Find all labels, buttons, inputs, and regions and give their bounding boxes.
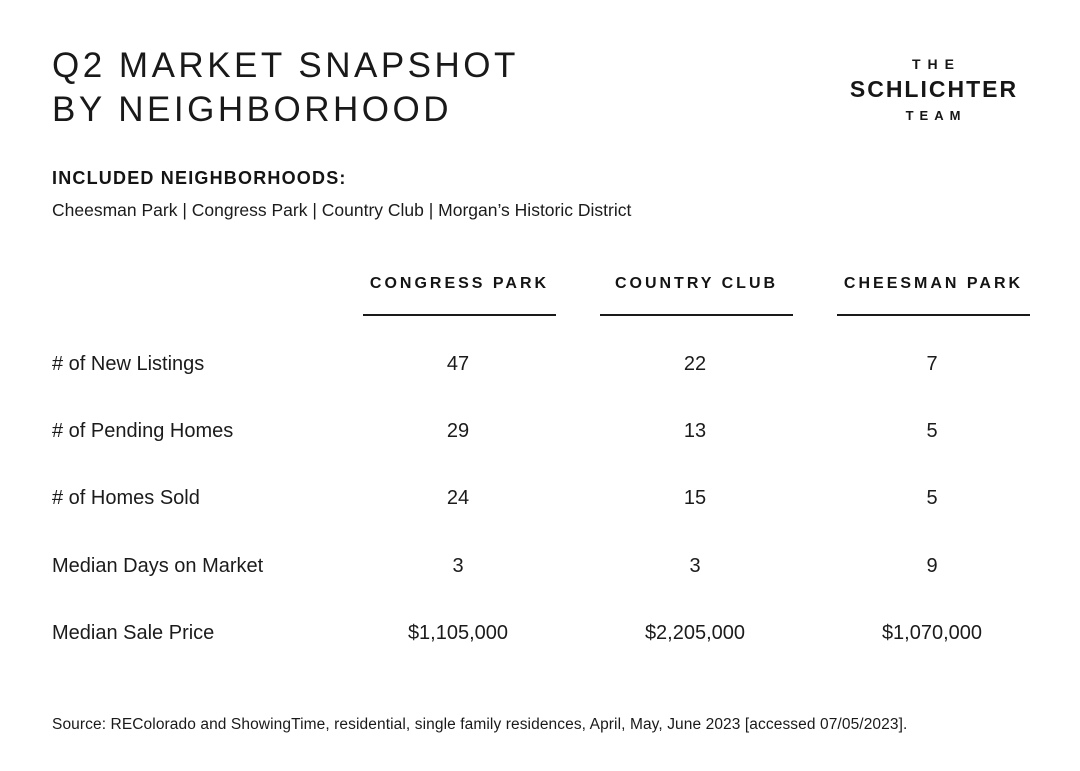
table-cell: 29 xyxy=(446,420,470,442)
table-cell: 24 xyxy=(446,487,470,509)
table-cell: 15 xyxy=(683,487,707,509)
table-header-row xyxy=(52,275,1048,316)
table-row-new-listings xyxy=(52,351,1048,377)
included-neighborhoods-heading: INCLUDED NEIGHBORHOODS: xyxy=(52,168,347,188)
column-header-country-club xyxy=(574,275,816,316)
table-cell: 3 xyxy=(452,555,464,577)
row-label: # of Pending Homes xyxy=(52,420,234,442)
brand-logo-line-the: THE xyxy=(912,56,961,72)
column-underline xyxy=(837,314,1030,316)
table-cell: 13 xyxy=(683,420,707,442)
page-title-line2: BY NEIGHBORHOOD xyxy=(52,90,452,129)
table-cell: $2,205,000 xyxy=(644,622,746,644)
table-cell: 9 xyxy=(926,555,938,577)
table-cell: $1,070,000 xyxy=(881,622,983,644)
column-underline xyxy=(363,314,556,316)
row-label: # of New Listings xyxy=(52,353,205,375)
neighborhoods-list: Cheesman Park | Congress Park | Country Club | Morgan’s Historic District xyxy=(52,200,632,220)
brand-logo xyxy=(828,56,1038,123)
page-title xyxy=(52,44,519,132)
column-header-cheesman-park xyxy=(816,275,1048,316)
source-footnote: Source: REColorado and ShowingTime, residential, single family residences, April, May, June 2023 [accessed 07/05/2023]. xyxy=(52,716,908,733)
table-cell: $1,105,000 xyxy=(407,622,509,644)
table-cell: 22 xyxy=(683,353,707,375)
row-label: Median Days on Market xyxy=(52,555,264,577)
table-cell: 5 xyxy=(926,487,938,509)
table-cell: 5 xyxy=(926,420,938,442)
table-row-homes-sold xyxy=(52,485,1048,511)
column-header-label: COUNTRY CLUB xyxy=(614,275,779,292)
brand-logo-line-name: SCHLICHTER xyxy=(849,76,1019,102)
market-table xyxy=(52,270,1048,680)
table-row-median-days xyxy=(52,553,1048,579)
page-title-line1: Q2 MARKET SNAPSHOT xyxy=(52,46,519,85)
brand-logo-line-team: TEAM xyxy=(905,108,967,123)
table-row-pending-homes xyxy=(52,418,1048,444)
column-header-label: CHEESMAN PARK xyxy=(843,275,1024,292)
table-row-median-price xyxy=(52,620,1048,646)
row-label: Median Sale Price xyxy=(52,622,215,644)
column-header-label: CONGRESS PARK xyxy=(369,275,550,292)
column-header-congress-park xyxy=(342,275,574,316)
row-label: # of Homes Sold xyxy=(52,487,200,509)
column-underline xyxy=(600,314,793,316)
table-cell: 7 xyxy=(926,353,938,375)
table-cell: 3 xyxy=(689,555,701,577)
table-cell: 47 xyxy=(446,353,470,375)
